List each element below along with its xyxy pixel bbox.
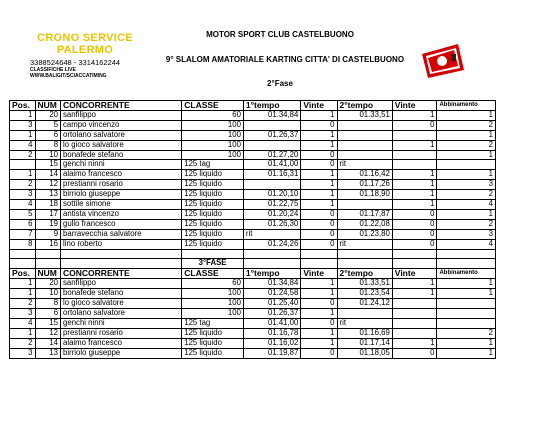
column-header: Pos.	[10, 101, 36, 111]
table-cell: 1	[437, 338, 496, 348]
table-cell: 1	[301, 200, 337, 210]
table-cell: 1	[392, 289, 437, 299]
table-cell: 125 liquido	[182, 190, 244, 200]
column-header: Abbinamento	[437, 101, 496, 111]
table-row	[10, 209, 496, 219]
table-cell: 0	[301, 120, 337, 130]
table-row	[10, 239, 496, 249]
table-cell: antista vincenzo	[61, 209, 182, 219]
table-cell: 1	[437, 110, 496, 120]
table-cell: 01.18,90	[337, 190, 392, 200]
table-row	[10, 318, 496, 328]
table-cell: 01.26,37	[243, 130, 300, 140]
table-cell: 01.16,02	[243, 338, 300, 348]
table-cell: 01.26,37	[243, 309, 300, 319]
table-cell	[243, 120, 300, 130]
table-cell: 125 liquido	[182, 200, 244, 210]
logo-title-line2: PALERMO	[56, 44, 114, 56]
table-cell: 01.41,00	[243, 160, 300, 170]
table-cell: 18	[35, 200, 61, 210]
table-cell: 125 liquido	[182, 348, 244, 358]
table-cell: 1	[301, 130, 337, 140]
table-cell: barravecchia salvatore	[61, 229, 182, 239]
table-cell	[392, 249, 437, 259]
table-cell: 0	[392, 219, 437, 229]
table-cell: 12	[35, 180, 61, 190]
table-cell: 7	[10, 229, 36, 239]
header-row-fase2	[10, 101, 496, 111]
table-cell: 10	[35, 150, 61, 160]
table-cell: 1	[437, 150, 496, 160]
table-cell: 5	[10, 209, 36, 219]
table-cell: prestianni rosario	[61, 180, 182, 190]
table-cell: 4	[437, 200, 496, 210]
table-cell: rit	[337, 318, 392, 328]
table-cell: campo vincenzo	[61, 120, 182, 130]
table-row	[10, 229, 496, 239]
table-cell: 01.34,84	[243, 279, 300, 289]
table-cell: 1	[301, 328, 337, 338]
table-row	[10, 140, 496, 150]
table-row	[10, 110, 496, 120]
crono-service-logo	[30, 32, 140, 79]
table-cell	[243, 249, 300, 259]
table-cell: 1	[392, 279, 437, 289]
table-cell: 100	[182, 299, 244, 309]
table-cell	[392, 150, 437, 160]
table-cell: 0	[301, 229, 337, 239]
table-cell: alaimo francesco	[61, 170, 182, 180]
table-cell: 5	[35, 120, 61, 130]
column-header: 1°tempo	[243, 101, 300, 111]
table-cell: 0	[301, 219, 337, 229]
column-header: CONCORRENTE	[61, 269, 182, 279]
table-cell: 16	[35, 239, 61, 249]
table-cell: 125 liquido	[182, 239, 244, 249]
table-cell: 1	[10, 170, 36, 180]
table-cell: 01.34,84	[243, 110, 300, 120]
event-title: 9° SLALOM AMATORIALE KARTING CITTA' DI CASTELBUONO	[165, 55, 405, 64]
table-row	[10, 289, 496, 299]
table-cell	[10, 249, 36, 259]
table-cell: 1	[437, 279, 496, 289]
header-row-fase3	[10, 269, 496, 279]
column-header: Vinte	[392, 269, 437, 279]
table-cell: 3	[10, 348, 36, 358]
table-cell: 1	[437, 209, 496, 219]
table-cell: 3	[10, 309, 36, 319]
table-cell: lo gioco salvatore	[61, 299, 182, 309]
table-row	[10, 348, 496, 358]
section-title-row	[10, 259, 496, 269]
table-cell: 100	[182, 140, 244, 150]
table-cell: 0	[392, 209, 437, 219]
table-cell: 0	[301, 348, 337, 358]
column-header: NUM	[35, 269, 61, 279]
table-cell	[10, 259, 36, 269]
table-cell: 2	[437, 140, 496, 150]
table-cell	[337, 140, 392, 150]
table-cell: 1	[10, 110, 36, 120]
table-cell: 1	[437, 289, 496, 299]
table-cell	[392, 299, 437, 309]
table-cell: 0	[301, 299, 337, 309]
table-cell: 01.33,51	[337, 110, 392, 120]
table-cell: 1	[392, 170, 437, 180]
table-cell: 2	[437, 219, 496, 229]
table-cell: 8	[10, 239, 36, 249]
table-row	[10, 299, 496, 309]
table-cell	[437, 299, 496, 309]
table-cell: 1	[437, 130, 496, 140]
table-cell: 9	[35, 229, 61, 239]
column-header: NUM	[35, 101, 61, 111]
table-cell: birriolo giuseppe	[61, 190, 182, 200]
table-cell: birriolo giuseppe	[61, 348, 182, 358]
table-cell: 1	[392, 140, 437, 150]
table-cell: bonafede stefano	[61, 289, 182, 299]
table-cell: 1	[10, 289, 36, 299]
table-cell	[301, 249, 337, 259]
logo-line3: CLASSIFICHE LIVE	[30, 67, 76, 73]
table-cell	[392, 259, 437, 269]
table-cell: genchi ninni	[61, 160, 182, 170]
table-cell	[392, 130, 437, 140]
table-cell: 1	[392, 190, 437, 200]
table-cell: genchi ninni	[61, 318, 182, 328]
table-cell: 1	[10, 328, 36, 338]
table-cell: 1	[301, 190, 337, 200]
column-header: Pos.	[10, 269, 36, 279]
table-cell: 01.19,87	[243, 348, 300, 358]
table-cell: rit	[337, 160, 392, 170]
table-cell: alaimo francesco	[61, 338, 182, 348]
table-cell	[337, 150, 392, 160]
logo-phone: 3388524648 - 3314162244	[30, 58, 121, 67]
logo-website: WWW.BALIGIT/SCIACCATIMING	[30, 73, 107, 79]
table-cell: 125 liquido	[182, 328, 244, 338]
table-cell: 100	[182, 130, 244, 140]
table-cell: sanfilippo	[61, 279, 182, 289]
column-header: Vinte	[301, 101, 337, 111]
table-cell: 1	[301, 338, 337, 348]
table-cell	[35, 259, 61, 269]
table-cell: ortolano salvatore	[61, 130, 182, 140]
table-cell: 125 liquido	[182, 229, 244, 239]
phase-title: 2°Fase	[267, 79, 293, 88]
results-table	[9, 100, 496, 359]
club-logo-icon	[418, 40, 468, 80]
table-cell: 17	[35, 209, 61, 219]
table-cell: lino roberto	[61, 239, 182, 249]
table-cell: 3	[437, 180, 496, 190]
table-cell: 6	[35, 309, 61, 319]
table-row	[10, 279, 496, 289]
table-cell: 0	[392, 229, 437, 239]
table-cell: 2	[10, 150, 36, 160]
table-cell: 0	[301, 150, 337, 160]
table-cell: 4	[10, 318, 36, 328]
column-header: Vinte	[392, 101, 437, 111]
table-cell: 2	[437, 190, 496, 200]
column-header: 1°tempo	[243, 269, 300, 279]
table-cell: 01.22,08	[337, 219, 392, 229]
table-cell: 0	[301, 160, 337, 170]
table-row	[10, 338, 496, 348]
table-cell: 8	[35, 140, 61, 150]
table-cell: 01.16,69	[337, 328, 392, 338]
table-cell: 60	[182, 279, 244, 289]
table-cell: 01.20,10	[243, 190, 300, 200]
table-cell	[61, 249, 182, 259]
table-cell: 1	[437, 170, 496, 180]
table-cell: 3	[10, 120, 36, 130]
table-cell: 1	[392, 180, 437, 190]
table-cell: 0	[301, 318, 337, 328]
table-cell: 1	[10, 279, 36, 289]
table-row	[10, 190, 496, 200]
table-cell	[243, 259, 300, 269]
table-cell	[337, 120, 392, 130]
column-header: 2°tempo	[337, 101, 392, 111]
table-cell: 2	[10, 180, 36, 190]
spacer-row	[10, 249, 496, 259]
table-cell: 01.16,78	[243, 328, 300, 338]
table-cell: rit	[337, 239, 392, 249]
table-row	[10, 180, 496, 190]
logo-title-line1: CRONO SERVICE	[37, 32, 133, 44]
table-cell	[337, 309, 392, 319]
table-cell: 100	[182, 150, 244, 160]
table-cell: 0	[392, 348, 437, 358]
table-cell	[437, 249, 496, 259]
table-row	[10, 200, 496, 210]
table-cell: 125 tag	[182, 160, 244, 170]
table-cell: 01.18,05	[337, 348, 392, 358]
table-cell: 2	[437, 120, 496, 130]
table-cell: 1	[392, 338, 437, 348]
table-row	[10, 130, 496, 140]
table-cell	[35, 249, 61, 259]
table-row	[10, 219, 496, 229]
table-cell	[61, 259, 182, 269]
table-cell: 8	[35, 299, 61, 309]
table-cell: 125 liquido	[182, 219, 244, 229]
table-cell	[10, 160, 36, 170]
table-cell: 6	[10, 219, 36, 229]
table-cell	[437, 318, 496, 328]
table-cell: 13	[35, 190, 61, 200]
table-cell: 2	[10, 299, 36, 309]
column-header: CLASSE	[182, 269, 244, 279]
table-cell: 60	[182, 110, 244, 120]
table-cell	[337, 259, 392, 269]
table-cell: 01.16,42	[337, 170, 392, 180]
table-cell: 01.41,00	[243, 318, 300, 328]
table-cell: 15	[35, 160, 61, 170]
table-cell: 0	[301, 209, 337, 219]
table-cell: 14	[35, 338, 61, 348]
table-cell	[182, 249, 244, 259]
table-cell: 20	[35, 110, 61, 120]
table-cell: 100	[182, 309, 244, 319]
table-cell: 4	[10, 140, 36, 150]
table-cell: 1	[301, 279, 337, 289]
table-cell: 125 liquido	[182, 170, 244, 180]
table-cell	[392, 318, 437, 328]
table-cell: 14	[35, 170, 61, 180]
table-cell: 0	[392, 120, 437, 130]
section-title: 3°FASE	[182, 259, 244, 269]
table-cell: 01.20,24	[243, 209, 300, 219]
column-header: CONCORRENTE	[61, 101, 182, 111]
table-cell: sanfilippo	[61, 110, 182, 120]
table-cell: 01.25,40	[243, 299, 300, 309]
table-cell: 10	[35, 289, 61, 299]
table-cell: 01.24,58	[243, 289, 300, 299]
table-cell: 4	[10, 200, 36, 210]
table-cell: 19	[35, 219, 61, 229]
table-cell: sottile simone	[61, 200, 182, 210]
table-cell	[392, 309, 437, 319]
table-cell: 15	[35, 318, 61, 328]
table-cell: 100	[182, 120, 244, 130]
table-row	[10, 120, 496, 130]
table-cell	[392, 328, 437, 338]
table-cell: 1	[392, 110, 437, 120]
table-cell: 3	[10, 190, 36, 200]
table-row	[10, 328, 496, 338]
column-header: 2°tempo	[337, 269, 392, 279]
table-cell: 125 liquido	[182, 338, 244, 348]
table-cell: gullo francesco	[61, 219, 182, 229]
table-cell: 100	[182, 289, 244, 299]
table-cell: 6	[35, 130, 61, 140]
column-header: Vinte	[301, 269, 337, 279]
table-cell: 1	[301, 180, 337, 190]
table-cell: rit	[243, 229, 300, 239]
table-row	[10, 160, 496, 170]
table-cell: 01.23,54	[337, 289, 392, 299]
table-cell	[337, 130, 392, 140]
table-cell: 1	[301, 170, 337, 180]
table-cell: lo gioco salvatore	[61, 140, 182, 150]
table-cell	[437, 160, 496, 170]
table-cell: 0	[392, 239, 437, 249]
table-cell: 01.24,26	[243, 239, 300, 249]
table-cell	[301, 259, 337, 269]
table-cell: 01.23,80	[337, 229, 392, 239]
table-cell: 1	[301, 140, 337, 150]
table-cell: 1	[301, 110, 337, 120]
table-cell: 01.17,87	[337, 209, 392, 219]
table-cell: 13	[35, 348, 61, 358]
table-cell: 0	[301, 239, 337, 249]
table-row	[10, 170, 496, 180]
table-cell	[392, 160, 437, 170]
table-cell: 1	[301, 289, 337, 299]
table-cell: 1	[10, 130, 36, 140]
table-row	[10, 150, 496, 160]
table-cell: 125 liquido	[182, 209, 244, 219]
table-row	[10, 309, 496, 319]
table-cell: 4	[437, 239, 496, 249]
table-cell	[243, 140, 300, 150]
club-title: MOTOR SPORT CLUB CASTELBUONO	[206, 30, 354, 39]
table-cell: bonafede stefano	[61, 150, 182, 160]
table-cell: 01.26,30	[243, 219, 300, 229]
table-cell: 12	[35, 328, 61, 338]
table-cell: 125 tag	[182, 318, 244, 328]
table-cell: 1	[437, 348, 496, 358]
table-cell: 01.22,75	[243, 200, 300, 210]
table-cell: 01.17,14	[337, 338, 392, 348]
table-cell: 01.27,20	[243, 150, 300, 160]
table-cell: 01.17,26	[337, 180, 392, 190]
column-header: Abbinamento	[437, 269, 496, 279]
table-cell: ortolano salvatore	[61, 309, 182, 319]
column-header: CLASSE	[182, 101, 244, 111]
table-cell	[243, 180, 300, 190]
table-cell: 01.24,12	[337, 299, 392, 309]
table-cell	[337, 249, 392, 259]
table-cell: 125 liquido	[182, 180, 244, 190]
table-cell	[337, 200, 392, 210]
table-cell: 2	[437, 328, 496, 338]
table-cell	[437, 309, 496, 319]
table-cell	[437, 259, 496, 269]
table-cell: 1	[301, 309, 337, 319]
table-cell: prestianni rosario	[61, 328, 182, 338]
table-cell: 01.16,31	[243, 170, 300, 180]
table-cell: 2	[10, 338, 36, 348]
table-cell: 1	[392, 200, 437, 210]
table-cell: 20	[35, 279, 61, 289]
table-cell: 01.33,51	[337, 279, 392, 289]
table-cell: 3	[437, 229, 496, 239]
